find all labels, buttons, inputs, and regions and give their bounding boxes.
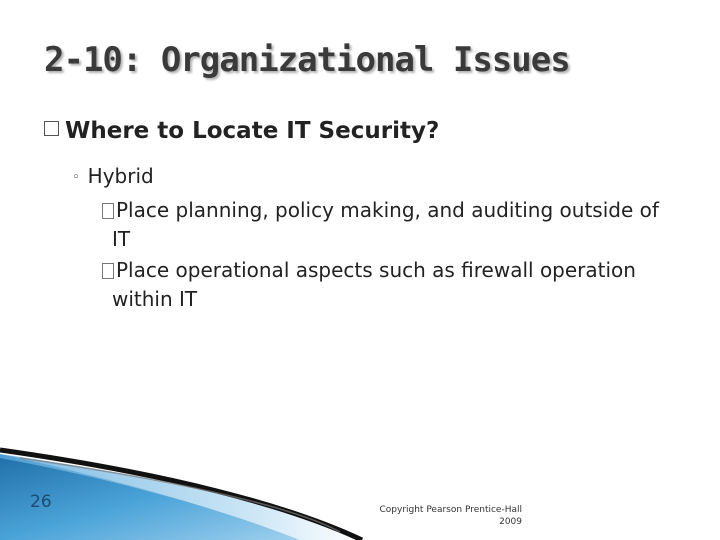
bullet-level3: [112, 196, 672, 254]
bullet-level3-text: Place operational aspects such as firewall operation within IT: [112, 258, 636, 311]
copyright-line2: 2009: [499, 517, 522, 527]
bullet-level1: [44, 118, 439, 144]
square-bullet-icon: [44, 121, 59, 136]
missing-glyph-bullet-icon: [102, 263, 114, 279]
copyright-line1: Copyright Pearson Prentice-Hall: [379, 505, 522, 515]
bullet-level2: [72, 164, 154, 188]
copyright-notice: [366, 504, 522, 528]
circle-bullet-icon: ◦: [72, 170, 80, 185]
footer-wave-decoration: [0, 440, 720, 540]
bullet-level3: [112, 256, 672, 314]
page-number: 26: [30, 492, 52, 512]
bullet-level2-text: Hybrid: [87, 164, 154, 188]
slide-title: 2-10: Organizational Issues: [44, 40, 570, 80]
missing-glyph-bullet-icon: [102, 203, 114, 219]
bullet-level3-text: Place planning, policy making, and auditing outside of IT: [112, 198, 659, 251]
bullet-level1-text: Where to Locate IT Security?: [65, 118, 440, 144]
